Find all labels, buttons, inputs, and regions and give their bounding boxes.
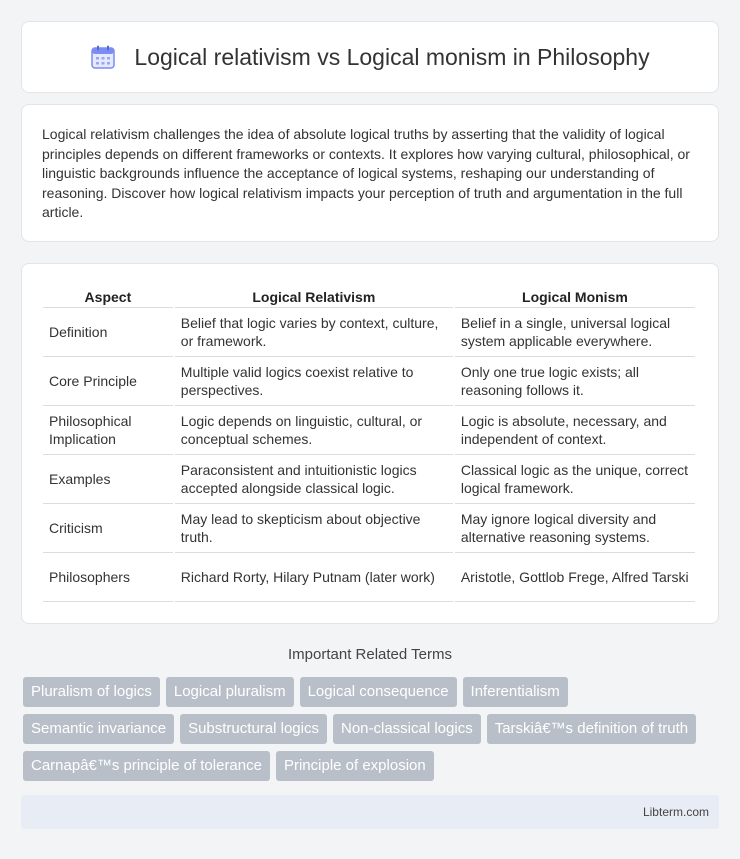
table-cell: Aristotle, Gottlob Frege, Alfred Tarski (455, 553, 695, 602)
table-cell: Belief in a single, universal logical system applicable everywhere. (455, 308, 695, 357)
table-cell: Criticism (43, 504, 173, 553)
header-card (21, 21, 719, 93)
intro-text: Logical relativism challenges the idea of absolute logical truths by asserting that the validity of logical principles depends on different frameworks or contexts. It explores how varying cultural, philosophical, or linguistic backgrounds influence the acceptance of logical systems, reshaping our understanding of reasoning. Discover how logical relativism impacts your perception of truth and argumentation in the full article. (42, 126, 690, 220)
column-header: Logical Relativism (175, 284, 453, 308)
intro-card (21, 104, 719, 242)
related-term-tag[interactable]: Logical consequence (300, 677, 457, 707)
table-cell: Logic depends on linguistic, cultural, or conceptual schemes. (175, 406, 453, 455)
related-terms-title: Important Related Terms (288, 646, 452, 663)
comparison-table (41, 284, 697, 602)
related-term-tag[interactable]: Pluralism of logics (23, 677, 160, 707)
table-cell: Belief that logic varies by context, culture, or framework. (175, 308, 453, 357)
table-row (43, 455, 695, 504)
footer (21, 795, 719, 829)
table-cell: Only one true logic exists; all reasoning follows it. (455, 357, 695, 406)
table-row (43, 504, 695, 553)
table-cell: Classical logic as the unique, correct logical framework. (455, 455, 695, 504)
table-cell: Multiple valid logics coexist relative to perspectives. (175, 357, 453, 406)
table-cell: Richard Rorty, Hilary Putnam (later work) (175, 553, 453, 602)
table-cell: May ignore logical diversity and alternative reasoning systems. (455, 504, 695, 553)
table-cell: Philosophical Implication (43, 406, 173, 455)
table-cell: Logic is absolute, necessary, and independent of context. (455, 406, 695, 455)
table-row (43, 357, 695, 406)
table-row (43, 308, 695, 357)
related-term-tag[interactable]: Principle of explosion (276, 751, 434, 781)
related-term-tag[interactable]: Semantic invariance (23, 714, 174, 744)
page-title: Logical relativism vs Logical monism in Philosophy (134, 43, 650, 70)
related-term-tag[interactable]: Carnapâ€™s principle of tolerance (23, 751, 270, 781)
column-header: Aspect (43, 284, 173, 308)
table-row (43, 406, 695, 455)
table-cell: Philosophers (43, 553, 173, 602)
related-term-tag[interactable]: Logical pluralism (166, 677, 294, 707)
related-term-tag[interactable]: Inferentialism (463, 677, 568, 707)
table-header-row (43, 284, 695, 308)
related-term-tag[interactable]: Non-classical logics (333, 714, 481, 744)
footer-site-link[interactable]: Libterm.com (642, 805, 709, 819)
table-cell: May lead to skepticism about objective truth. (175, 504, 453, 553)
related-term-tag[interactable]: Substructural logics (180, 714, 327, 744)
related-terms-list (23, 677, 717, 781)
table-row (43, 553, 695, 602)
calendar-icon (90, 44, 116, 70)
table-cell: Paraconsistent and intuitionistic logics accepted alongside classical logic. (175, 455, 453, 504)
table-cell: Examples (43, 455, 173, 504)
table-cell: Core Principle (43, 357, 173, 406)
comparison-card (21, 263, 719, 624)
related-term-tag[interactable]: Tarskiâ€™s definition of truth (487, 714, 696, 744)
column-header: Logical Monism (455, 284, 695, 308)
table-cell: Definition (43, 308, 173, 357)
